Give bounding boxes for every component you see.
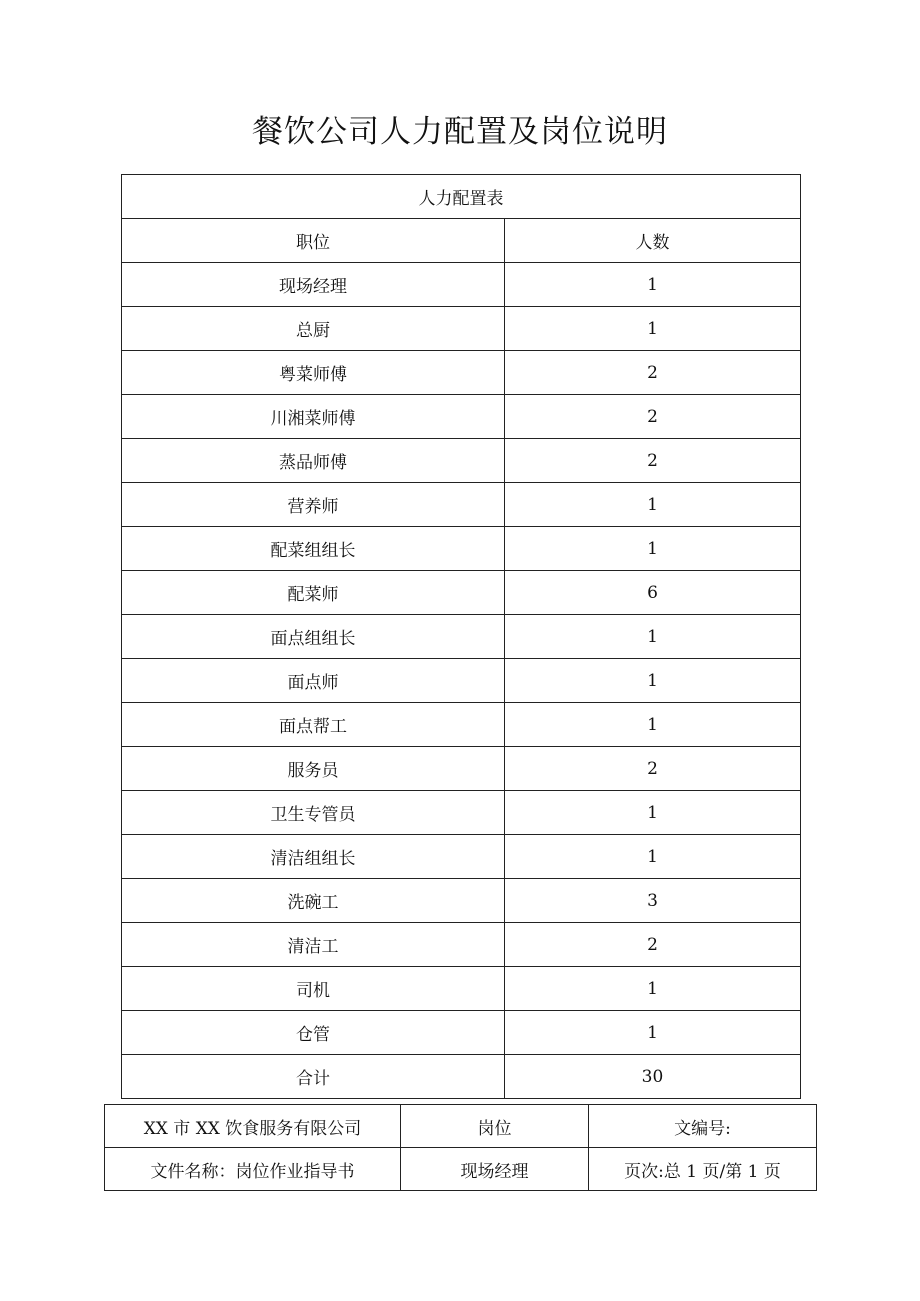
footer-row [105,1105,817,1148]
table-row [122,307,801,351]
position-cell: 总厨 [122,307,505,351]
table-caption-row [122,175,801,219]
footer-page-info: 页次:总 1 页/第 1 页 [589,1148,817,1191]
count-cell: 1 [505,791,801,835]
staffing-table [121,174,801,1099]
position-cell: 粤菜师傅 [122,351,505,395]
table-row [122,527,801,571]
count-cell: 3 [505,879,801,923]
table-header-row [122,219,801,263]
count-cell: 2 [505,923,801,967]
table-row [122,351,801,395]
position-cell: 营养师 [122,483,505,527]
count-cell: 1 [505,835,801,879]
table-row [122,395,801,439]
position-cell: 面点师 [122,659,505,703]
count-cell: 1 [505,615,801,659]
count-cell: 1 [505,527,801,571]
position-cell: 配菜师 [122,571,505,615]
table-row [122,747,801,791]
table-row [122,923,801,967]
footer-doc-number: 文编号: [589,1105,817,1148]
total-value: 30 [505,1055,801,1099]
count-cell: 1 [505,703,801,747]
position-cell: 司机 [122,967,505,1011]
table-row [122,791,801,835]
count-cell: 2 [505,395,801,439]
table-row [122,439,801,483]
position-cell: 清洁工 [122,923,505,967]
position-cell: 川湘菜师傅 [122,395,505,439]
page-title: 餐饮公司人力配置及岗位说明 [252,114,668,150]
footer-company: XX 市 XX 饮食服务有限公司 [105,1105,401,1148]
position-cell: 现场经理 [122,263,505,307]
count-cell: 1 [505,659,801,703]
count-cell: 6 [505,571,801,615]
table-caption: 人力配置表 [122,175,801,219]
footer-file-name: 文件名称：岗位作业指导书 [105,1148,401,1191]
table-row [122,835,801,879]
position-cell: 蒸品师傅 [122,439,505,483]
position-cell: 洗碗工 [122,879,505,923]
header-position: 职位 [122,219,505,263]
position-cell: 服务员 [122,747,505,791]
table-row [122,483,801,527]
table-row [122,263,801,307]
position-cell: 配菜组组长 [122,527,505,571]
count-cell: 2 [505,351,801,395]
count-cell: 1 [505,307,801,351]
count-cell: 1 [505,967,801,1011]
count-cell: 1 [505,483,801,527]
total-row [122,1055,801,1099]
footer-post-value: 现场经理 [401,1148,589,1191]
table-row [122,967,801,1011]
header-count: 人数 [505,219,801,263]
count-cell: 1 [505,263,801,307]
count-cell: 2 [505,747,801,791]
table-row [122,615,801,659]
table-row [122,703,801,747]
total-label: 合计 [122,1055,505,1099]
table-row [122,1011,801,1055]
count-cell: 2 [505,439,801,483]
position-cell: 卫生专管员 [122,791,505,835]
footer-post-label: 岗位 [401,1105,589,1148]
table-row [122,659,801,703]
position-cell: 清洁组组长 [122,835,505,879]
footer-row [105,1148,817,1191]
position-cell: 面点帮工 [122,703,505,747]
position-cell: 仓管 [122,1011,505,1055]
table-row [122,879,801,923]
position-cell: 面点组组长 [122,615,505,659]
count-cell: 1 [505,1011,801,1055]
document-footer-table [104,1104,817,1191]
table-row [122,571,801,615]
